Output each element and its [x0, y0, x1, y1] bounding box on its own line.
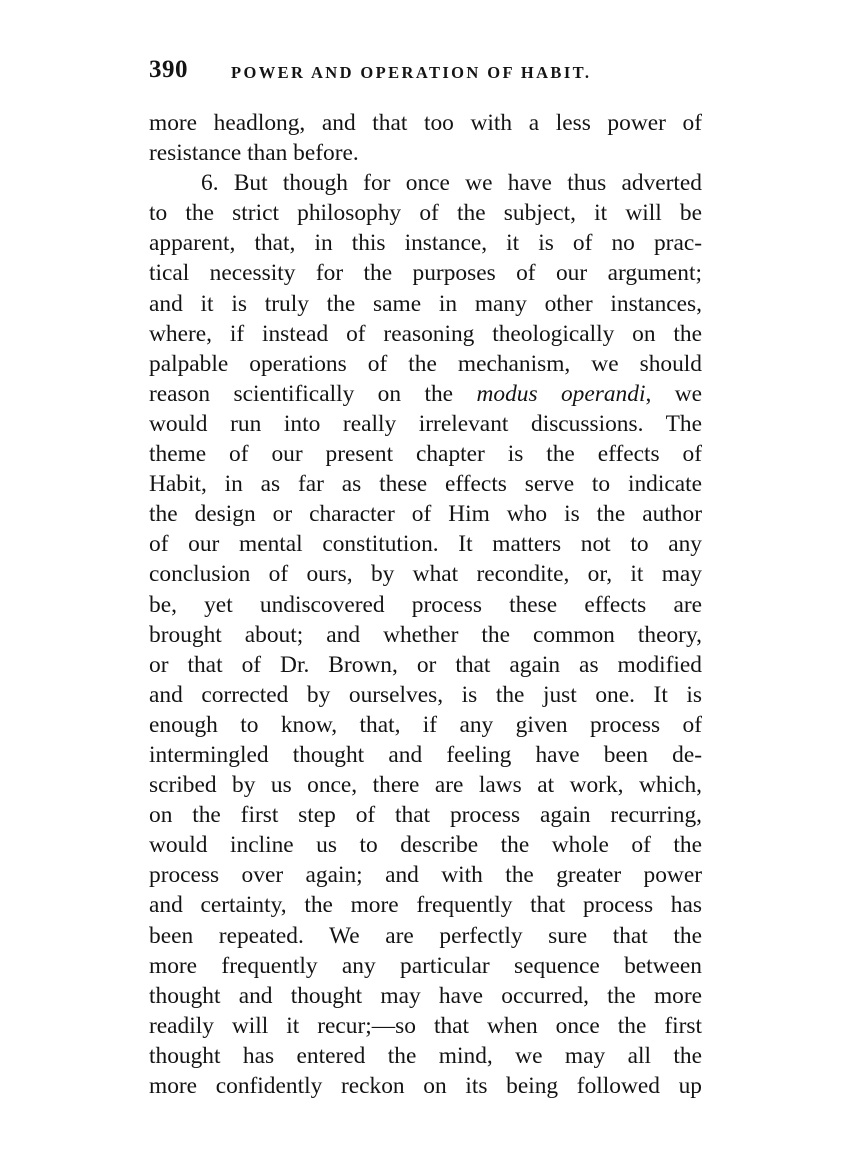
- line-text: or that of Dr. Brown, or that again as modified: [149, 651, 702, 678]
- line-text: where, if instead of reasoning theologically on the: [149, 320, 702, 347]
- text-line: [149, 800, 702, 830]
- text-line: [149, 379, 702, 409]
- line-text: would run into really irrelevant discussions. The: [149, 410, 702, 437]
- italic-phrase: modus operandi: [476, 380, 646, 407]
- text-line: [149, 469, 702, 499]
- line-text: brought about; and whether the common theory,: [149, 621, 702, 648]
- line-text: more frequently any particular sequence between: [149, 952, 702, 979]
- text-line: [149, 559, 702, 589]
- line-text: thought and thought may have occurred, the more: [149, 982, 702, 1009]
- text-line: [149, 1041, 702, 1071]
- line-text: intermingled thought and feeling have been de-: [149, 741, 702, 768]
- text-line: [149, 319, 702, 349]
- line-text: conclusion of ours, by what recondite, or, it may: [149, 561, 702, 588]
- line-text: and corrected by ourselves, is the just one. It is: [149, 681, 702, 708]
- text-line: [149, 228, 702, 258]
- line-text: tical necessity for the purposes of our argument;: [149, 260, 702, 287]
- line-text: thought has entered the mind, we may all the: [149, 1042, 702, 1069]
- text-line: [149, 529, 702, 559]
- text-line: [149, 981, 702, 1011]
- page-number: 390: [149, 56, 188, 83]
- line-text: be, yet undiscovered process these effects are: [149, 591, 702, 618]
- line-text: more confidently reckon on its being followed up: [149, 1073, 702, 1099]
- text-line: [149, 258, 702, 288]
- line-text: of our mental constitution. It matters not to any: [149, 531, 702, 558]
- text-line: [149, 710, 702, 740]
- text-line: [149, 921, 702, 951]
- text-line: [149, 168, 702, 198]
- text-line: [149, 499, 702, 529]
- line-text: would incline us to describe the whole of the: [149, 832, 702, 859]
- line-text: on the first step of that process again recurring,: [149, 802, 702, 829]
- text-line: [149, 680, 702, 710]
- line-text: readily will it recur;—so that when once the first: [149, 1012, 702, 1039]
- body-text: [149, 108, 702, 1101]
- text-line: [149, 1071, 702, 1101]
- text-line: [149, 108, 702, 138]
- line-text: theme of our present chapter is the effects of: [149, 441, 702, 468]
- line-text: enough to know, that, if any given process of: [149, 711, 702, 738]
- line-text: Habit, in as far as these effects serve to indicate: [149, 471, 702, 498]
- running-head: [149, 56, 709, 90]
- text-line: [149, 1011, 702, 1041]
- text-line: [149, 951, 702, 981]
- line-text: 6. But though for once we have thus adverted: [201, 170, 702, 197]
- text-line: [149, 439, 702, 469]
- line-text: to the strict philosophy of the subject, it will be: [149, 200, 702, 227]
- line-text: more headlong, and that too with a less power of: [149, 110, 702, 136]
- line-text: and certainty, the more frequently that process has: [149, 892, 702, 919]
- text-line: [149, 620, 702, 650]
- line-text: process over again; and with the greater power: [149, 862, 702, 889]
- text-line: [149, 830, 702, 860]
- text-line: [149, 349, 702, 379]
- line-text: and it is truly the same in many other instances,: [149, 290, 702, 317]
- line-text: reason scientifically on the: [149, 380, 477, 407]
- line-text: palpable operations of the mechanism, we should: [149, 350, 702, 377]
- text-line: [149, 409, 702, 439]
- text-line: [149, 740, 702, 770]
- text-line: [149, 138, 702, 168]
- line-text: apparent, that, in this instance, it is of no prac-: [149, 230, 702, 257]
- line-text-tail: , we: [645, 380, 702, 407]
- text-line: [149, 770, 702, 800]
- text-line: [149, 860, 702, 890]
- text-line: [149, 289, 702, 319]
- text-line: [149, 198, 702, 228]
- line-text: been repeated. We are perfectly sure that the: [149, 922, 702, 949]
- line-text: resistance than before.: [149, 140, 359, 167]
- running-title: POWER AND OPERATION OF HABIT.: [231, 63, 592, 82]
- text-line: [149, 650, 702, 680]
- text-line: [149, 590, 702, 620]
- line-text: the design or character of Him who is the author: [149, 501, 702, 528]
- text-line: [149, 890, 702, 920]
- line-text: scribed by us once, there are laws at work, which,: [149, 772, 702, 799]
